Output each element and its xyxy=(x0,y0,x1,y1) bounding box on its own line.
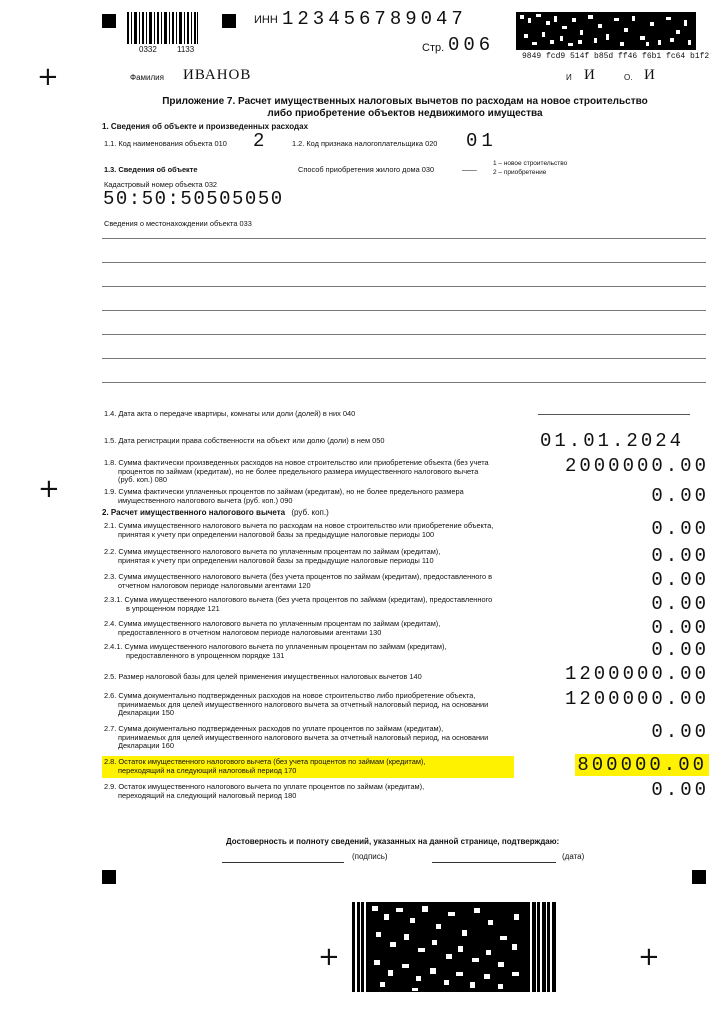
field-100-value: 0.00 xyxy=(651,518,709,540)
confirmation-text: Достоверность и полноту сведений, указанных на данной странице, подтверждаю: xyxy=(226,837,560,846)
registration-mark-bottom-right xyxy=(692,870,706,884)
inn-value: 123456789047 xyxy=(282,8,467,30)
cadastral-number-value: 50:50:50505050 xyxy=(103,188,284,210)
address-line xyxy=(102,358,706,359)
code-string: 9849 fcd9 514f b85d ff46 f6b1 fc64 b1f2 xyxy=(522,52,710,61)
surname-label: Фамилия xyxy=(130,73,164,82)
signature-line[interactable] xyxy=(222,862,344,863)
section2-heading-text: 2. Расчет имущественного налогового вычета xyxy=(102,508,286,517)
field-040-empty-line xyxy=(538,414,690,415)
field-170-value-highlighted: 800000.00 xyxy=(577,754,707,776)
address-line xyxy=(102,286,706,287)
field-050-label: 1.5. Дата регистрации права собственности на объект или долю (доли) в нем 050 xyxy=(104,436,385,445)
address-line xyxy=(102,310,706,311)
field-040-label: 1.4. Дата акта о передаче квартиры, комнаты или доли (долей) в них 040 xyxy=(104,409,356,418)
field-100-label: 2.1. Сумма имущественного налогового вычета по расходам на новое строительство или приобретение объекта, принятая к учету при определении налоговой базы за предыдущие налоговые периоды 100 xyxy=(104,521,494,539)
field-090-label-line2: имущественного налогового вычета (руб. коп.) 090 xyxy=(118,495,293,505)
field-121-value: 0.00 xyxy=(651,593,709,615)
registration-mark-bottom-left xyxy=(102,870,116,884)
appendix-title-line1: Приложение 7. Расчет имущественных налоговых вычетов по расходам на новое строительство xyxy=(162,96,648,107)
field-010-label: 1.1. Код наименования объекта 010 xyxy=(104,139,227,148)
field-130-label: 2.4. Сумма имущественного налогового вычета по уплаченным процентам по займам (кредитам), предоставленного в отчетном налоговом периоде налоговыми агентами 130 xyxy=(104,619,441,637)
page-value: 006 xyxy=(448,34,495,56)
barcode-number-right: 1133 xyxy=(177,45,195,54)
field-030-empty-value: —— xyxy=(462,165,477,174)
datamatrix-code xyxy=(516,12,696,50)
address-line xyxy=(102,238,706,239)
field-090-value: 0.00 xyxy=(651,485,709,507)
field-121-label: 2.3.1. Сумма имущественного налогового вычета (без учета процентов по займам (кредитам), предоставленного в упрощенном порядке 121 xyxy=(104,595,493,613)
field-032-label: Кадастровый номер объекта 032 xyxy=(104,180,218,189)
field-140-value: 1200000.00 xyxy=(564,663,709,685)
date-line[interactable] xyxy=(432,862,556,863)
field-160-value: 0.00 xyxy=(651,721,709,743)
section1-heading: 1. Сведения об объекте и произведенных расходах xyxy=(102,122,309,131)
field-020-label: 1.2. Код признака налогоплательщика 020 xyxy=(292,139,438,148)
name-label: И xyxy=(566,73,572,82)
patronymic-value: И xyxy=(644,67,655,83)
field-080-label-line2: процентов по займам (кредитам), но не более предельного размера имущественного налогового вычета xyxy=(118,466,479,476)
field-150-label: 2.6. Сумма документально подтвержденных расходов на новое строительство либо приобретение объекта, принимаемых для целей имущественного налогового вычета за отчетный налоговый период, на основании Декларации 150 xyxy=(104,691,489,718)
address-line xyxy=(102,262,706,263)
field-170-label-highlighted: 2.8. Остаток имущественного налогового вычета (без учета процентов по займам (кредитам), переходящий на следующий налоговый период 170 xyxy=(102,756,514,778)
patronymic-label: О. xyxy=(624,73,633,82)
field-180-label: 2.9. Остаток имущественного налогового вычета по уплате процентов по займам (кредитам), переходящий на следующий налоговый период 180 xyxy=(104,782,425,800)
field-030-option-2: 2 – приобретение xyxy=(493,169,547,176)
pdf417-barcode xyxy=(352,902,556,992)
field-030-label: Способ приобретения жилого дома 030 xyxy=(298,165,435,174)
signature-label: (подпись) xyxy=(352,852,388,861)
registration-mark-top-left xyxy=(102,14,116,28)
field-033-label: Сведения о местонахождении объекта 033 xyxy=(104,219,252,228)
linear-barcode xyxy=(127,12,199,44)
address-line xyxy=(102,382,706,383)
crosshair-mark: + xyxy=(38,474,60,504)
field-180-value: 0.00 xyxy=(651,779,709,801)
field-130-value: 0.00 xyxy=(651,617,709,639)
section2-heading-unit: (руб. коп.) xyxy=(291,508,329,517)
field-131-label: 2.4.1. Сумма имущественного налогового вычета по уплаченным процентам по займам (кредитам), предоставленного в упрощенном порядке 131 xyxy=(104,642,447,660)
surname-value: ИВАНОВ xyxy=(183,67,252,83)
field-120-value: 0.00 xyxy=(651,569,709,591)
field-080-label-line3: (руб. коп.) 080 xyxy=(118,475,167,485)
field-080-label-line1: 1.8. Сумма фактически произведенных расходов на новое строительство или приобретение объекта (без учета xyxy=(104,458,489,467)
field-020-value: 01 xyxy=(466,130,497,152)
field-010-value: 2 xyxy=(253,130,265,152)
field-050-value: 01.01.2024 xyxy=(540,430,685,452)
field-150-value: 1200000.00 xyxy=(564,688,709,710)
inn-label: ИНН xyxy=(254,14,278,26)
address-line xyxy=(102,334,706,335)
crosshair-mark: + xyxy=(37,62,59,92)
field-160-label: 2.7. Сумма документально подтвержденных расходов по уплате процентов по займам (кредитам), принимаемых для целей имущественного налогового вычета за отчетный налоговый период, на основании Декларации 160 xyxy=(104,724,489,751)
field-110-label: 2.2. Сумма имущественного налогового вычета по уплаченным процентам по займам (кредитам), принятая к учету при определении налоговой базы за предыдущие налоговые периоды 110 xyxy=(104,547,441,565)
field-120-label: 2.3. Сумма имущественного налогового вычета (без учета процентов по займам (кредитам), предоставленного в отчетном налоговом периоде налоговыми агентами 120 xyxy=(104,572,493,590)
barcode-number-left: 0332 xyxy=(139,45,157,54)
field-110-value: 0.00 xyxy=(651,545,709,567)
subsection-object-info: 1.3. Сведения об объекте xyxy=(104,165,198,174)
registration-mark-top-middle xyxy=(222,14,236,28)
field-090-label-line1: 1.9. Сумма фактически уплаченных процентов по займам (кредитам), но не более предельного размера xyxy=(104,487,464,496)
field-090-label xyxy=(104,488,464,505)
section2-heading xyxy=(102,508,329,517)
appendix-title-line2: либо приобретение объектов недвижимого имущества xyxy=(267,108,543,119)
field-140-label: 2.5. Размер налоговой базы для целей применения имущественных налоговых вычетов 140 xyxy=(104,672,422,681)
crosshair-mark: + xyxy=(318,942,340,972)
field-080-value: 2000000.00 xyxy=(564,455,709,477)
crosshair-mark: + xyxy=(638,942,660,972)
page-label: Стр. xyxy=(422,42,445,54)
field-080-label xyxy=(104,459,489,485)
field-131-value: 0.00 xyxy=(651,639,709,661)
field-030-option-1: 1 – новое строительство xyxy=(493,160,568,167)
name-value: И xyxy=(584,67,595,83)
date-label: (дата) xyxy=(562,852,585,861)
